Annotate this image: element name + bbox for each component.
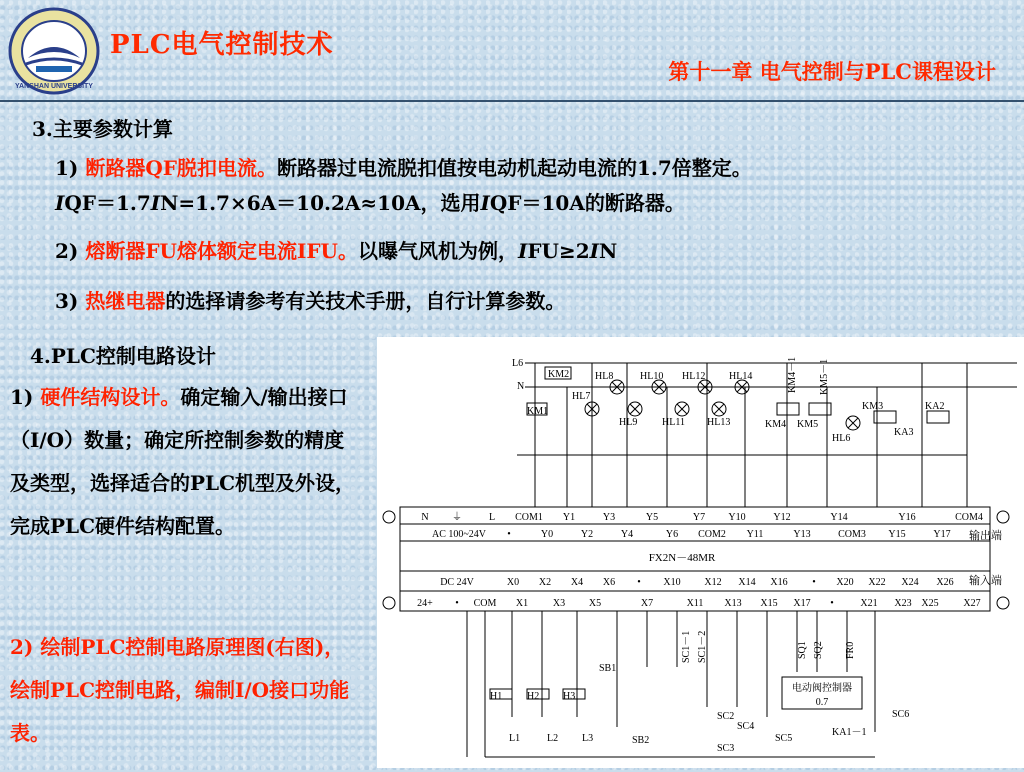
svg-text:HL8: HL8 [595, 371, 614, 382]
course-title: PLC电气控制技术 [110, 30, 334, 60]
svg-text:KA2: KA2 [925, 401, 945, 412]
svg-text:Y12: Y12 [773, 512, 791, 523]
svg-text:X22: X22 [868, 577, 886, 588]
svg-text:HL13: HL13 [707, 417, 731, 428]
svg-text:KM2: KM2 [548, 369, 570, 380]
svg-text:X20: X20 [836, 577, 854, 588]
svg-text:Y11: Y11 [746, 529, 764, 540]
svg-text:Y7: Y7 [692, 512, 706, 523]
svg-text:X13: X13 [724, 598, 742, 609]
svg-text:X14: X14 [738, 577, 756, 588]
svg-text:COM: COM [473, 598, 497, 609]
svg-text:SC1－1: SC1－1 [681, 630, 692, 663]
svg-text:X5: X5 [588, 598, 602, 609]
item3-label: 热继电器 [85, 289, 166, 313]
header [0, 0, 1024, 100]
svg-text:⏚: ⏚ [452, 512, 462, 523]
svg-text:Y15: Y15 [888, 529, 906, 540]
section4-paragraph2: 2) 绘制PLC控制电路原理图(右图)，绘制PLC控制电路，编制I/O接口功能表。 [10, 635, 350, 745]
svg-text:L1: L1 [509, 733, 521, 744]
svg-text:SQ2: SQ2 [813, 641, 824, 659]
svg-text:Y13: Y13 [793, 529, 811, 540]
plc-wiring-diagram [377, 337, 1024, 768]
svg-text:•: • [507, 529, 511, 540]
svg-text:L6: L6 [512, 358, 524, 369]
svg-text:Y1: Y1 [562, 512, 576, 523]
svg-text:SB2: SB2 [632, 735, 650, 746]
svg-text:H1: H1 [490, 691, 503, 702]
svg-text:L2: L2 [547, 733, 559, 744]
svg-text:H3: H3 [563, 691, 576, 702]
svg-text:Y17: Y17 [933, 529, 951, 540]
svg-text:HL7: HL7 [572, 391, 591, 402]
svg-text:H2: H2 [527, 691, 540, 702]
svg-text:SC1－2: SC1－2 [697, 630, 708, 663]
svg-text:Y5: Y5 [645, 512, 659, 523]
svg-text:电动阀控制器: 电动阀控制器 [792, 683, 852, 694]
svg-text:Y3: Y3 [602, 512, 616, 523]
svg-text:Y2: Y2 [580, 529, 594, 540]
svg-text:Y16: Y16 [898, 512, 916, 523]
svg-text:HL14: HL14 [729, 371, 753, 382]
svg-text:Y4: Y4 [620, 529, 634, 540]
svg-text:KA1－1: KA1－1 [832, 727, 867, 738]
svg-text:•: • [455, 598, 459, 609]
svg-text:KM5: KM5 [797, 419, 819, 430]
svg-text:•: • [637, 577, 641, 588]
university-logo [6, 6, 102, 96]
svg-text:X15: X15 [760, 598, 778, 609]
header-divider [0, 100, 1024, 102]
svg-text:HL11: HL11 [662, 417, 685, 428]
chapter-title: 第十一章 电气控制与PLC课程设计 [668, 59, 996, 84]
svg-text:X7: X7 [640, 598, 654, 609]
svg-text:X27: X27 [963, 598, 981, 609]
svg-text:X3: X3 [552, 598, 566, 609]
svg-text:HL9: HL9 [619, 417, 638, 428]
svg-text:KM4－1: KM4－1 [787, 356, 798, 393]
item1-label: 断路器QF脱扣电流。 [85, 156, 277, 180]
svg-text:X21: X21 [860, 598, 878, 609]
svg-text:L: L [488, 512, 496, 523]
svg-text:SC4: SC4 [737, 721, 755, 732]
svg-text:X6: X6 [602, 577, 616, 588]
svg-text:Y0: Y0 [540, 529, 554, 540]
svg-text:COM3: COM3 [838, 529, 866, 540]
svg-text:COM1: COM1 [515, 512, 543, 523]
svg-text:L3: L3 [582, 733, 594, 744]
svg-text:COM4: COM4 [955, 512, 983, 523]
section4-heading: 4.PLC控制电路设计 [30, 344, 216, 368]
svg-text:KA3: KA3 [894, 427, 914, 438]
svg-text:X23: X23 [894, 598, 912, 609]
svg-text:X11: X11 [686, 598, 704, 609]
svg-text:输出端: 输出端 [969, 530, 1002, 542]
svg-text:KM5－1: KM5－1 [819, 358, 830, 395]
svg-text:KM3: KM3 [862, 401, 884, 412]
svg-text:X17: X17 [793, 598, 811, 609]
svg-text:SC2: SC2 [717, 711, 735, 722]
svg-text:•: • [812, 577, 816, 588]
svg-text:SC6: SC6 [892, 709, 910, 720]
item1-line1 [55, 152, 752, 181]
svg-text:KM1: KM1 [527, 406, 549, 417]
svg-text:0.7: 0.7 [815, 697, 829, 708]
svg-text:FX2N－48MR: FX2N－48MR [648, 552, 716, 564]
svg-text:SC3: SC3 [717, 743, 735, 754]
svg-text:X24: X24 [901, 577, 919, 588]
section3-heading: 3.主要参数计算 [32, 117, 173, 141]
svg-text:输入端: 输入端 [969, 575, 1002, 587]
svg-text:SQ1: SQ1 [797, 641, 808, 659]
item2-line: 2) 熔断器FU熔体额定电流IFU。以曝气风机为例，IFU≥2IN [55, 239, 618, 263]
svg-text:X16: X16 [770, 577, 788, 588]
svg-text:YANSHAN UNIVERSITY: YANSHAN UNIVERSITY [15, 83, 93, 90]
svg-text:X10: X10 [663, 577, 681, 588]
svg-text:HL10: HL10 [640, 371, 664, 382]
svg-text:X25: X25 [921, 598, 939, 609]
svg-text:SB1: SB1 [599, 663, 617, 674]
svg-text:DC 24V: DC 24V [440, 577, 474, 588]
svg-text:SC5: SC5 [775, 733, 793, 744]
svg-text:Y10: Y10 [728, 512, 746, 523]
svg-text:FR0: FR0 [845, 641, 856, 659]
svg-text:24+: 24+ [417, 598, 433, 609]
svg-text:N: N [421, 512, 429, 523]
item3-line: 3) 热继电器的选择请参考有关技术手册，自行计算参数。 [55, 289, 566, 313]
svg-text:COM2: COM2 [698, 529, 726, 540]
svg-text:Y6: Y6 [665, 529, 679, 540]
svg-text:HL12: HL12 [682, 371, 706, 382]
svg-text:HL6: HL6 [832, 433, 851, 444]
hardware-design-label: 硬件结构设计。 [40, 385, 181, 409]
item1-formula: IQF＝1.7IN=1.7×6A＝10.2A≈10A，选用IQF＝10A的断路器。 [55, 191, 685, 215]
svg-text:•: • [830, 598, 834, 609]
svg-text:X12: X12 [704, 577, 722, 588]
svg-text:X4: X4 [570, 577, 584, 588]
svg-text:KM4: KM4 [765, 419, 787, 430]
item2-label: 熔断器FU熔体额定电流IFU。 [85, 239, 358, 263]
svg-text:X2: X2 [538, 577, 552, 588]
svg-text:X1: X1 [515, 598, 529, 609]
plc-diagram-svg [377, 337, 1024, 768]
svg-text:N: N [517, 381, 525, 392]
section4-paragraph1: 1) 硬件结构设计。确定输入/输出接口（I/O）数量；确定所控制参数的精度及类型，选择适合的PLC机型及外设，完成PLC硬件结构配置。 [10, 385, 356, 538]
svg-text:X26: X26 [936, 577, 954, 588]
item1-text: 断路器过电流脱扣值按电动机起动电流的1.7倍整定。 [276, 156, 752, 180]
svg-text:X0: X0 [506, 577, 520, 588]
item1-number: 1) [55, 156, 86, 180]
svg-text:AC 100~24V: AC 100~24V [431, 529, 487, 540]
svg-text:Y14: Y14 [830, 512, 848, 523]
